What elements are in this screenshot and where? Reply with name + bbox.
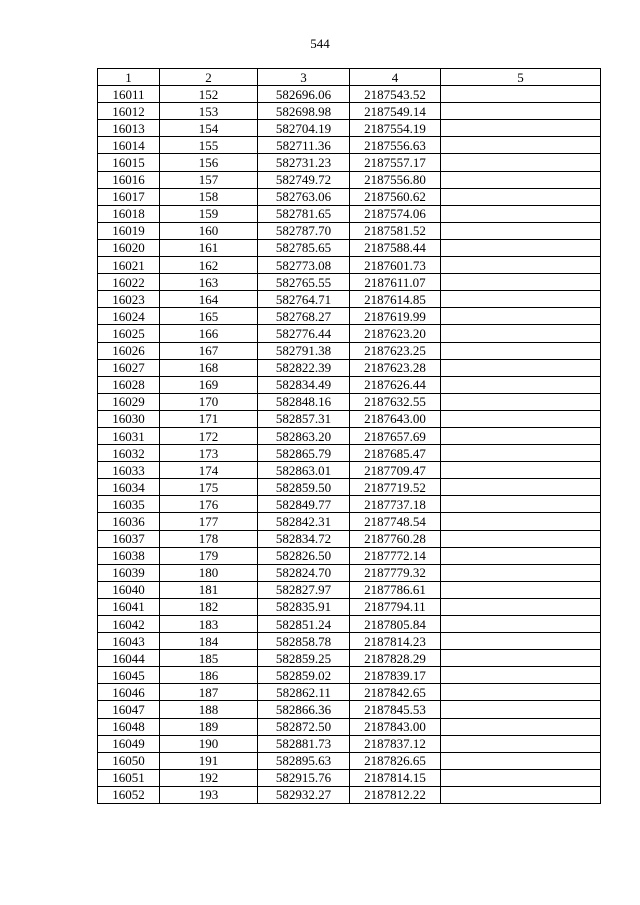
point-number-cell: 16035 bbox=[98, 496, 160, 513]
x-coordinate-cell: 582749.72 bbox=[258, 171, 350, 188]
point-number-cell: 16027 bbox=[98, 359, 160, 376]
note-cell bbox=[441, 120, 601, 137]
y-coordinate-cell: 2187760.28 bbox=[350, 530, 441, 547]
note-cell bbox=[441, 239, 601, 256]
note-cell bbox=[441, 564, 601, 581]
table-row bbox=[98, 120, 601, 137]
index-cell: 190 bbox=[160, 735, 258, 752]
x-coordinate-cell: 582858.78 bbox=[258, 633, 350, 650]
table-row bbox=[98, 325, 601, 342]
point-number-cell: 16045 bbox=[98, 667, 160, 684]
column-header-2: 2 bbox=[160, 69, 258, 86]
point-number-cell: 16019 bbox=[98, 222, 160, 239]
table-row bbox=[98, 393, 601, 410]
note-cell bbox=[441, 530, 601, 547]
note-cell bbox=[441, 171, 601, 188]
y-coordinate-cell: 2187588.44 bbox=[350, 239, 441, 256]
note-cell bbox=[441, 701, 601, 718]
table-row bbox=[98, 291, 601, 308]
point-number-cell: 16044 bbox=[98, 650, 160, 667]
note-cell bbox=[441, 342, 601, 359]
table-row bbox=[98, 496, 601, 513]
x-coordinate-cell: 582881.73 bbox=[258, 735, 350, 752]
index-cell: 183 bbox=[160, 616, 258, 633]
point-number-cell: 16038 bbox=[98, 547, 160, 564]
point-number-cell: 16026 bbox=[98, 342, 160, 359]
y-coordinate-cell: 2187611.07 bbox=[350, 274, 441, 291]
table-row bbox=[98, 103, 601, 120]
point-number-cell: 16025 bbox=[98, 325, 160, 342]
note-cell bbox=[441, 769, 601, 786]
y-coordinate-cell: 2187814.15 bbox=[350, 769, 441, 786]
table-row bbox=[98, 86, 601, 103]
y-coordinate-cell: 2187619.99 bbox=[350, 308, 441, 325]
point-number-cell: 16021 bbox=[98, 257, 160, 274]
note-cell bbox=[441, 86, 601, 103]
index-cell: 193 bbox=[160, 786, 258, 803]
index-cell: 184 bbox=[160, 633, 258, 650]
index-cell: 189 bbox=[160, 718, 258, 735]
table-row bbox=[98, 633, 601, 650]
index-cell: 164 bbox=[160, 291, 258, 308]
point-number-cell: 16047 bbox=[98, 701, 160, 718]
index-cell: 175 bbox=[160, 479, 258, 496]
y-coordinate-cell: 2187601.73 bbox=[350, 257, 441, 274]
note-cell bbox=[441, 752, 601, 769]
index-cell: 180 bbox=[160, 564, 258, 581]
point-number-cell: 16024 bbox=[98, 308, 160, 325]
index-cell: 173 bbox=[160, 445, 258, 462]
note-cell bbox=[441, 137, 601, 154]
index-cell: 158 bbox=[160, 188, 258, 205]
x-coordinate-cell: 582849.77 bbox=[258, 496, 350, 513]
note-cell bbox=[441, 496, 601, 513]
index-cell: 156 bbox=[160, 154, 258, 171]
note-cell bbox=[441, 547, 601, 564]
point-number-cell: 16049 bbox=[98, 735, 160, 752]
y-coordinate-cell: 2187623.25 bbox=[350, 342, 441, 359]
y-coordinate-cell: 2187554.19 bbox=[350, 120, 441, 137]
index-cell: 171 bbox=[160, 410, 258, 427]
index-cell: 159 bbox=[160, 205, 258, 222]
x-coordinate-cell: 582765.55 bbox=[258, 274, 350, 291]
table-row bbox=[98, 581, 601, 598]
point-number-cell: 16014 bbox=[98, 137, 160, 154]
note-cell bbox=[441, 325, 601, 342]
point-number-cell: 16052 bbox=[98, 786, 160, 803]
index-cell: 192 bbox=[160, 769, 258, 786]
index-cell: 152 bbox=[160, 86, 258, 103]
note-cell bbox=[441, 103, 601, 120]
point-number-cell: 16017 bbox=[98, 188, 160, 205]
index-cell: 176 bbox=[160, 496, 258, 513]
index-cell: 166 bbox=[160, 325, 258, 342]
index-cell: 163 bbox=[160, 274, 258, 291]
table-row bbox=[98, 137, 601, 154]
table-row bbox=[98, 274, 601, 291]
table-row bbox=[98, 171, 601, 188]
x-coordinate-cell: 582826.50 bbox=[258, 547, 350, 564]
x-coordinate-cell: 582787.70 bbox=[258, 222, 350, 239]
y-coordinate-cell: 2187794.11 bbox=[350, 598, 441, 615]
x-coordinate-cell: 582824.70 bbox=[258, 564, 350, 581]
index-cell: 174 bbox=[160, 462, 258, 479]
point-number-cell: 16018 bbox=[98, 205, 160, 222]
point-number-cell: 16023 bbox=[98, 291, 160, 308]
index-cell: 186 bbox=[160, 667, 258, 684]
y-coordinate-cell: 2187685.47 bbox=[350, 445, 441, 462]
table-row bbox=[98, 410, 601, 427]
x-coordinate-cell: 582834.49 bbox=[258, 376, 350, 393]
y-coordinate-cell: 2187623.20 bbox=[350, 325, 441, 342]
point-number-cell: 16033 bbox=[98, 462, 160, 479]
table-row bbox=[98, 718, 601, 735]
note-cell bbox=[441, 291, 601, 308]
y-coordinate-cell: 2187557.17 bbox=[350, 154, 441, 171]
table-row bbox=[98, 205, 601, 222]
note-cell bbox=[441, 667, 601, 684]
y-coordinate-cell: 2187556.80 bbox=[350, 171, 441, 188]
x-coordinate-cell: 582834.72 bbox=[258, 530, 350, 547]
x-coordinate-cell: 582764.71 bbox=[258, 291, 350, 308]
y-coordinate-cell: 2187779.32 bbox=[350, 564, 441, 581]
point-number-cell: 16043 bbox=[98, 633, 160, 650]
y-coordinate-cell: 2187643.00 bbox=[350, 410, 441, 427]
x-coordinate-cell: 582859.02 bbox=[258, 667, 350, 684]
index-cell: 177 bbox=[160, 513, 258, 530]
x-coordinate-cell: 582859.50 bbox=[258, 479, 350, 496]
note-cell bbox=[441, 393, 601, 410]
point-number-cell: 16036 bbox=[98, 513, 160, 530]
index-cell: 165 bbox=[160, 308, 258, 325]
y-coordinate-cell: 2187772.14 bbox=[350, 547, 441, 564]
header-row bbox=[98, 69, 601, 86]
table-row bbox=[98, 598, 601, 615]
table-row bbox=[98, 684, 601, 701]
index-cell: 187 bbox=[160, 684, 258, 701]
table-row bbox=[98, 735, 601, 752]
note-cell bbox=[441, 735, 601, 752]
y-coordinate-cell: 2187709.47 bbox=[350, 462, 441, 479]
x-coordinate-cell: 582857.31 bbox=[258, 410, 350, 427]
note-cell bbox=[441, 445, 601, 462]
index-cell: 179 bbox=[160, 547, 258, 564]
x-coordinate-cell: 582781.65 bbox=[258, 205, 350, 222]
table-row bbox=[98, 342, 601, 359]
table-row bbox=[98, 701, 601, 718]
point-number-cell: 16051 bbox=[98, 769, 160, 786]
index-cell: 191 bbox=[160, 752, 258, 769]
column-header-3: 3 bbox=[258, 69, 350, 86]
page-number: 544 bbox=[310, 36, 330, 51]
y-coordinate-cell: 2187581.52 bbox=[350, 222, 441, 239]
y-coordinate-cell: 2187748.54 bbox=[350, 513, 441, 530]
point-number-cell: 16030 bbox=[98, 410, 160, 427]
point-number-cell: 16029 bbox=[98, 393, 160, 410]
index-cell: 172 bbox=[160, 427, 258, 444]
point-number-cell: 16046 bbox=[98, 684, 160, 701]
point-number-cell: 16042 bbox=[98, 616, 160, 633]
note-cell bbox=[441, 376, 601, 393]
column-header-1: 1 bbox=[98, 69, 160, 86]
x-coordinate-cell: 582895.63 bbox=[258, 752, 350, 769]
index-cell: 178 bbox=[160, 530, 258, 547]
point-number-cell: 16041 bbox=[98, 598, 160, 615]
table-row bbox=[98, 188, 601, 205]
y-coordinate-cell: 2187826.65 bbox=[350, 752, 441, 769]
y-coordinate-cell: 2187626.44 bbox=[350, 376, 441, 393]
x-coordinate-cell: 582704.19 bbox=[258, 120, 350, 137]
y-coordinate-cell: 2187842.65 bbox=[350, 684, 441, 701]
y-coordinate-cell: 2187737.18 bbox=[350, 496, 441, 513]
index-cell: 161 bbox=[160, 239, 258, 256]
index-cell: 181 bbox=[160, 581, 258, 598]
y-coordinate-cell: 2187786.61 bbox=[350, 581, 441, 598]
y-coordinate-cell: 2187623.28 bbox=[350, 359, 441, 376]
x-coordinate-cell: 582696.06 bbox=[258, 86, 350, 103]
index-cell: 155 bbox=[160, 137, 258, 154]
table-row bbox=[98, 530, 601, 547]
note-cell bbox=[441, 633, 601, 650]
note-cell bbox=[441, 718, 601, 735]
y-coordinate-cell: 2187574.06 bbox=[350, 205, 441, 222]
point-number-cell: 16020 bbox=[98, 239, 160, 256]
table-row bbox=[98, 427, 601, 444]
index-cell: 185 bbox=[160, 650, 258, 667]
y-coordinate-cell: 2187549.14 bbox=[350, 103, 441, 120]
point-number-cell: 16011 bbox=[98, 86, 160, 103]
note-cell bbox=[441, 479, 601, 496]
index-cell: 162 bbox=[160, 257, 258, 274]
table-header bbox=[98, 69, 601, 86]
note-cell bbox=[441, 154, 601, 171]
y-coordinate-cell: 2187719.52 bbox=[350, 479, 441, 496]
y-coordinate-cell: 2187839.17 bbox=[350, 667, 441, 684]
y-coordinate-cell: 2187828.29 bbox=[350, 650, 441, 667]
x-coordinate-cell: 582698.98 bbox=[258, 103, 350, 120]
x-coordinate-cell: 582859.25 bbox=[258, 650, 350, 667]
column-header-5: 5 bbox=[441, 69, 601, 86]
x-coordinate-cell: 582773.08 bbox=[258, 257, 350, 274]
note-cell bbox=[441, 410, 601, 427]
index-cell: 170 bbox=[160, 393, 258, 410]
point-number-cell: 16022 bbox=[98, 274, 160, 291]
y-coordinate-cell: 2187556.63 bbox=[350, 137, 441, 154]
note-cell bbox=[441, 257, 601, 274]
table-row bbox=[98, 445, 601, 462]
point-number-cell: 16040 bbox=[98, 581, 160, 598]
index-cell: 160 bbox=[160, 222, 258, 239]
index-cell: 169 bbox=[160, 376, 258, 393]
table-row bbox=[98, 667, 601, 684]
x-coordinate-cell: 582835.91 bbox=[258, 598, 350, 615]
point-number-cell: 16016 bbox=[98, 171, 160, 188]
x-coordinate-cell: 582932.27 bbox=[258, 786, 350, 803]
table-row bbox=[98, 479, 601, 496]
x-coordinate-cell: 582872.50 bbox=[258, 718, 350, 735]
note-cell bbox=[441, 222, 601, 239]
table-row bbox=[98, 462, 601, 479]
index-cell: 182 bbox=[160, 598, 258, 615]
coordinates-table bbox=[97, 68, 601, 804]
point-number-cell: 16050 bbox=[98, 752, 160, 769]
note-cell bbox=[441, 650, 601, 667]
x-coordinate-cell: 582862.11 bbox=[258, 684, 350, 701]
table-row bbox=[98, 752, 601, 769]
table-body bbox=[98, 86, 601, 804]
note-cell bbox=[441, 786, 601, 803]
x-coordinate-cell: 582863.01 bbox=[258, 462, 350, 479]
index-cell: 188 bbox=[160, 701, 258, 718]
table-row bbox=[98, 650, 601, 667]
table-row bbox=[98, 308, 601, 325]
point-number-cell: 16048 bbox=[98, 718, 160, 735]
index-cell: 153 bbox=[160, 103, 258, 120]
note-cell bbox=[441, 598, 601, 615]
table-row bbox=[98, 564, 601, 581]
x-coordinate-cell: 582851.24 bbox=[258, 616, 350, 633]
note-cell bbox=[441, 427, 601, 444]
point-number-cell: 16037 bbox=[98, 530, 160, 547]
y-coordinate-cell: 2187560.62 bbox=[350, 188, 441, 205]
point-number-cell: 16039 bbox=[98, 564, 160, 581]
x-coordinate-cell: 582915.76 bbox=[258, 769, 350, 786]
note-cell bbox=[441, 188, 601, 205]
y-coordinate-cell: 2187837.12 bbox=[350, 735, 441, 752]
x-coordinate-cell: 582731.23 bbox=[258, 154, 350, 171]
point-number-cell: 16015 bbox=[98, 154, 160, 171]
point-number-cell: 16031 bbox=[98, 427, 160, 444]
x-coordinate-cell: 582865.79 bbox=[258, 445, 350, 462]
x-coordinate-cell: 582822.39 bbox=[258, 359, 350, 376]
note-cell bbox=[441, 359, 601, 376]
note-cell bbox=[441, 462, 601, 479]
table-row bbox=[98, 222, 601, 239]
table-row bbox=[98, 769, 601, 786]
table-row bbox=[98, 239, 601, 256]
table-row bbox=[98, 359, 601, 376]
x-coordinate-cell: 582827.97 bbox=[258, 581, 350, 598]
point-number-cell: 16028 bbox=[98, 376, 160, 393]
y-coordinate-cell: 2187632.55 bbox=[350, 393, 441, 410]
x-coordinate-cell: 582848.16 bbox=[258, 393, 350, 410]
index-cell: 168 bbox=[160, 359, 258, 376]
note-cell bbox=[441, 581, 601, 598]
column-header-4: 4 bbox=[350, 69, 441, 86]
table-row bbox=[98, 154, 601, 171]
point-number-cell: 16012 bbox=[98, 103, 160, 120]
note-cell bbox=[441, 308, 601, 325]
y-coordinate-cell: 2187614.85 bbox=[350, 291, 441, 308]
table-row bbox=[98, 786, 601, 803]
y-coordinate-cell: 2187812.22 bbox=[350, 786, 441, 803]
point-number-cell: 16034 bbox=[98, 479, 160, 496]
x-coordinate-cell: 582791.38 bbox=[258, 342, 350, 359]
point-number-cell: 16032 bbox=[98, 445, 160, 462]
y-coordinate-cell: 2187805.84 bbox=[350, 616, 441, 633]
x-coordinate-cell: 582768.27 bbox=[258, 308, 350, 325]
x-coordinate-cell: 582866.36 bbox=[258, 701, 350, 718]
point-number-cell: 16013 bbox=[98, 120, 160, 137]
x-coordinate-cell: 582785.65 bbox=[258, 239, 350, 256]
y-coordinate-cell: 2187543.52 bbox=[350, 86, 441, 103]
y-coordinate-cell: 2187657.69 bbox=[350, 427, 441, 444]
table-row bbox=[98, 547, 601, 564]
note-cell bbox=[441, 513, 601, 530]
x-coordinate-cell: 582711.36 bbox=[258, 137, 350, 154]
index-cell: 157 bbox=[160, 171, 258, 188]
y-coordinate-cell: 2187814.23 bbox=[350, 633, 441, 650]
note-cell bbox=[441, 616, 601, 633]
note-cell bbox=[441, 205, 601, 222]
table-row bbox=[98, 513, 601, 530]
table-row bbox=[98, 257, 601, 274]
note-cell bbox=[441, 274, 601, 291]
x-coordinate-cell: 582842.31 bbox=[258, 513, 350, 530]
table-row bbox=[98, 376, 601, 393]
index-cell: 167 bbox=[160, 342, 258, 359]
index-cell: 154 bbox=[160, 120, 258, 137]
table-row bbox=[98, 616, 601, 633]
y-coordinate-cell: 2187845.53 bbox=[350, 701, 441, 718]
x-coordinate-cell: 582763.06 bbox=[258, 188, 350, 205]
y-coordinate-cell: 2187843.00 bbox=[350, 718, 441, 735]
x-coordinate-cell: 582863.20 bbox=[258, 427, 350, 444]
note-cell bbox=[441, 684, 601, 701]
x-coordinate-cell: 582776.44 bbox=[258, 325, 350, 342]
